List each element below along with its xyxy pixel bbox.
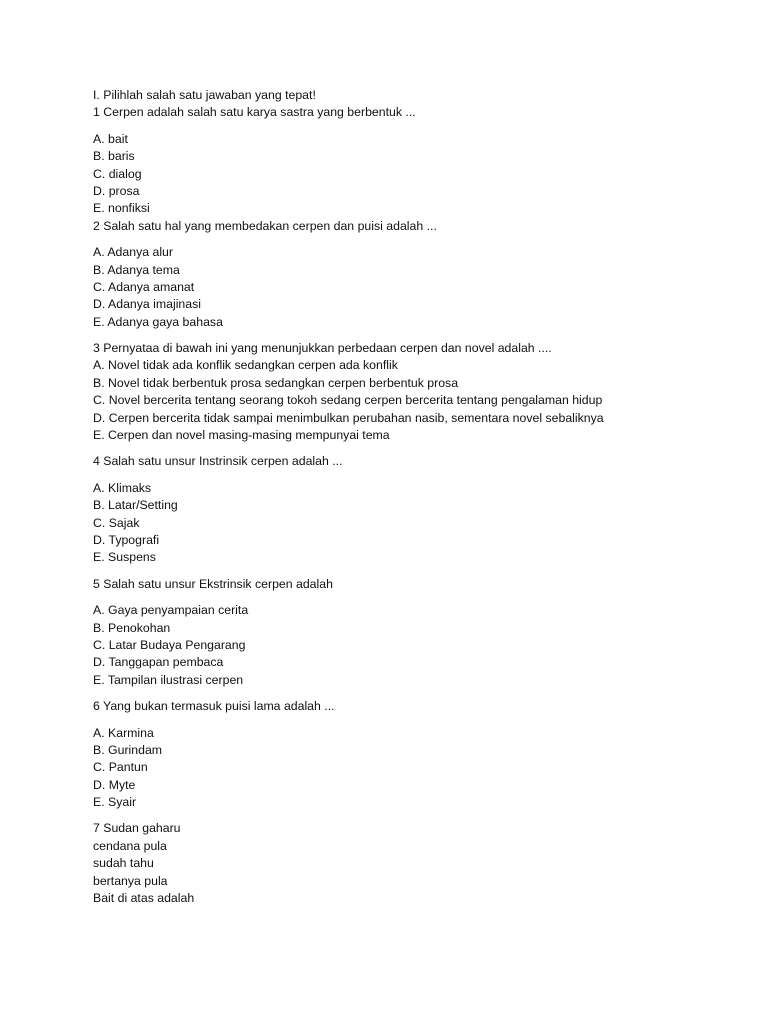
q2-option-b: B. Adanya tema xyxy=(93,262,180,277)
q3-option-d: D. Cerpen bercerita tidak sampai menimbulkan perubahan nasib, sementara novel sebaliknya xyxy=(93,410,604,425)
q3-option-c: C. Novel bercerita tentang seorang tokoh sedang cerpen bercerita tentang pengalaman hidup xyxy=(93,393,603,408)
q3-option-a: A. Novel tidak ada konflik sedangkan cerpen ada konflik xyxy=(93,358,398,373)
q7-poem-line-3: sudah tahu xyxy=(93,856,154,871)
q5-option-d: D. Tanggapan pembaca xyxy=(93,655,224,670)
question-1: 1 Cerpen adalah salah satu karya sastra yang berbentuk ... xyxy=(93,105,416,120)
q1-option-b: B. baris xyxy=(93,149,135,164)
q5-option-e: E. Tampilan ilustrasi cerpen xyxy=(93,672,244,687)
q6-option-a: A. Karmina xyxy=(93,725,154,740)
q4-option-c: C. Sajak xyxy=(93,515,140,530)
q6-option-c: C. Pantun xyxy=(93,760,148,775)
q4-option-d: D. Typografi xyxy=(93,532,160,547)
q6-option-d: D. Myte xyxy=(93,777,136,792)
question-3: 3 Pernyataa di bawah ini yang menunjukkan perbedaan cerpen dan novel adalah .... xyxy=(93,341,552,356)
q4-option-a: A. Klimaks xyxy=(93,480,152,495)
q3-option-e: E. Cerpen dan novel masing-masing mempunyai tema xyxy=(93,428,390,443)
question-5: 5 Salah satu unsur Ekstrinsik cerpen adalah xyxy=(93,576,333,591)
q2-option-a: A. Adanya alur xyxy=(93,245,173,260)
q5-option-b: B. Penokohan xyxy=(93,620,171,635)
question-7: 7 Sudan gaharu xyxy=(93,821,181,836)
q1-option-d: D. prosa xyxy=(93,183,140,198)
q2-option-d: D. Adanya imajinasi xyxy=(93,297,201,312)
q2-option-c: C. Adanya amanat xyxy=(93,279,195,294)
instruction: I. Pilihlah salah satu jawaban yang tepat! xyxy=(93,88,316,102)
q7-poem-line-4: bertanya pula xyxy=(93,873,168,888)
q1-option-e: E. nonfiksi xyxy=(93,201,150,216)
question-2: 2 Salah satu hal yang membedakan cerpen dan puisi adalah ... xyxy=(93,218,437,233)
question-4: 4 Salah satu unsur Instrinsik cerpen adalah ... xyxy=(93,454,343,469)
q5-option-a: A. Gaya penyampaian cerita xyxy=(93,603,249,618)
q7-poem-line-2: cendana pula xyxy=(93,838,167,853)
q4-option-e: E. Suspens xyxy=(93,550,156,565)
question-6: 6 Yang bukan termasuk puisi lama adalah ... xyxy=(93,699,335,714)
q1-option-a: A. bait xyxy=(93,131,128,146)
q4-option-b: B. Latar/Setting xyxy=(93,498,178,513)
q7-prompt: Bait di atas adalah xyxy=(93,891,195,906)
q6-option-e: E. Syair xyxy=(93,795,137,810)
quiz-content xyxy=(93,87,743,907)
q3-option-b: B. Novel tidak berbentuk prosa sedangkan cerpen berbentuk prosa xyxy=(93,375,459,390)
q6-option-b: B. Gurindam xyxy=(93,742,163,757)
q5-option-c: C. Latar Budaya Pengarang xyxy=(93,637,246,652)
q2-option-e: E. Adanya gaya bahasa xyxy=(93,314,223,329)
q1-option-c: C. dialog xyxy=(93,166,142,181)
